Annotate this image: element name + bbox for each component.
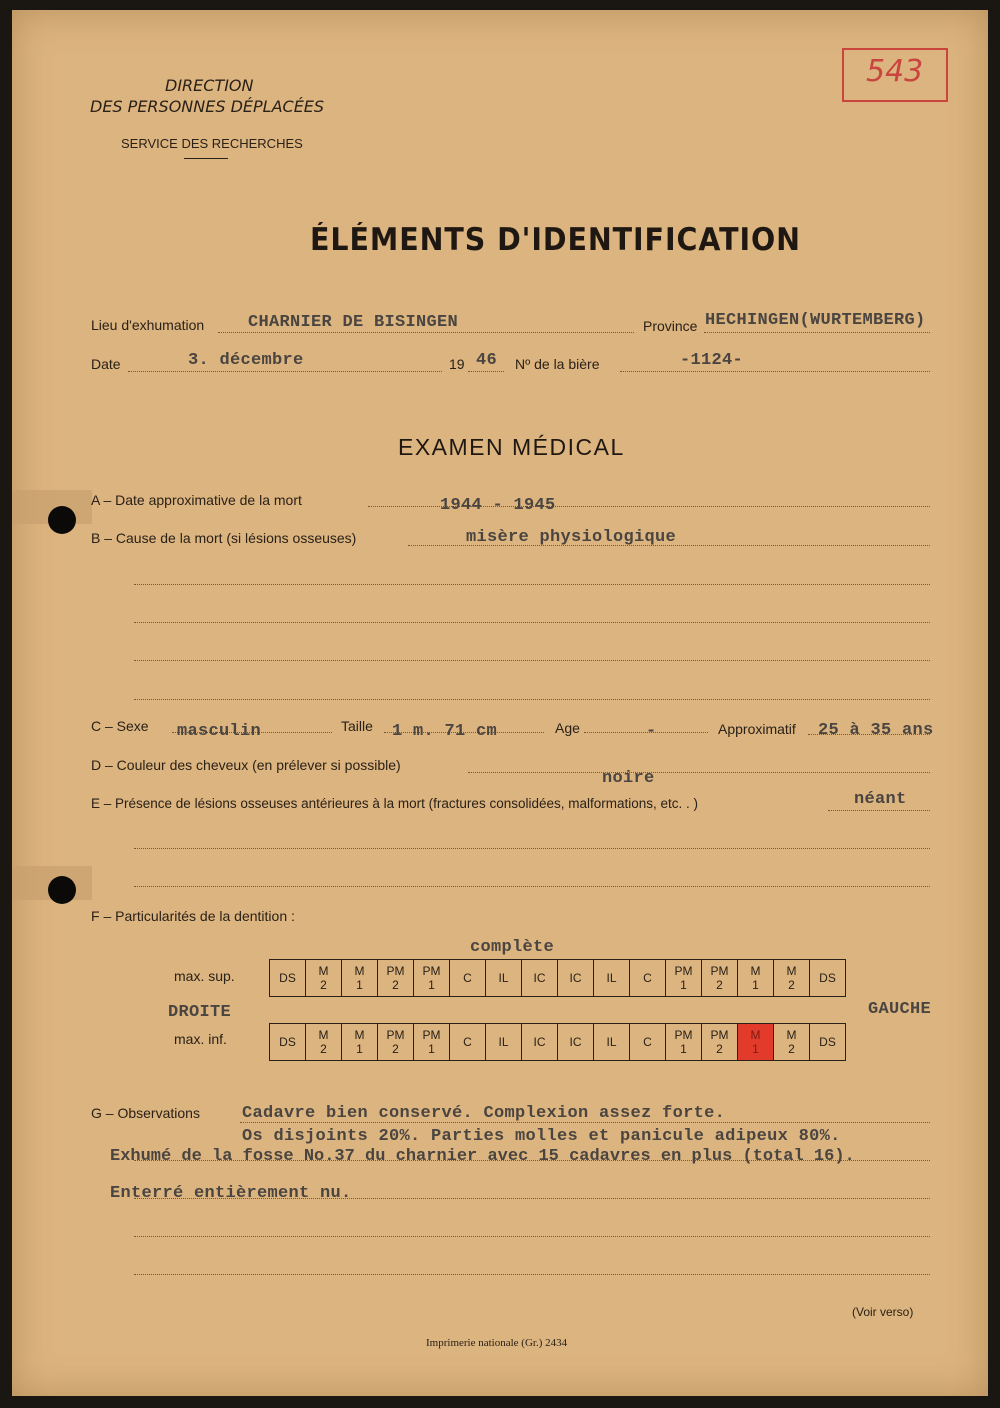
teeth-grid-lower [269,1023,846,1061]
stamp-number: 543 [866,54,924,89]
obs-dotted-line-4 [134,1236,930,1237]
tooth-number: 2 [392,1042,399,1056]
upper-tooth-cell [270,960,306,997]
upper-tooth-cell [558,960,594,997]
droite-label: DROITE [168,1003,232,1022]
tooth-code: DS [279,1035,296,1049]
upper-tooth-cell [810,960,846,997]
obs-line-2: Os disjoints 20%. Parties molles et panicule adipeux 80%. [242,1127,841,1146]
tooth-code: C [463,971,472,985]
lower-tooth-cell [414,1024,450,1061]
year-value: 46 [476,351,498,370]
lower-tooth-cell [342,1024,378,1061]
tooth-number: 1 [680,978,687,992]
header-department: DES PERSONNES DÉPLACÉES [90,97,325,116]
tooth-code: C [463,1035,472,1049]
item-b-label: B – Cause de la mort (si lésions osseuses) [91,530,357,546]
tooth-code: C [643,1035,652,1049]
lower-tooth-cell [810,1024,846,1061]
tooth-code: IC [569,971,582,985]
province-value: HECHINGEN(WURTEMBERG) [705,311,926,330]
tooth-code: IC [569,1035,582,1049]
tooth-code: IL [606,1035,617,1049]
approx-label: Approximatif [718,721,796,737]
upper-tooth-cell [486,960,522,997]
upper-tooth-cell [450,960,486,997]
year-prefix: 19 [449,356,465,372]
tooth-number: 1 [428,978,435,992]
section-title: EXAMEN MÉDICAL [398,434,625,460]
page-title: ÉLÉMENTS D'IDENTIFICATION [310,222,801,258]
lieu-dotted-line [218,332,634,333]
item-d-dotted-line [468,772,930,773]
lower-tooth-cell [522,1024,558,1061]
item-d-label: D – Couleur des cheveux (en prélever si possible) [91,757,401,773]
lower-tooth-cell [270,1024,306,1061]
item-f-value: complète [470,938,555,957]
upper-tooth-cell [522,960,558,997]
upper-tooth-cell [774,960,810,997]
biere-dotted-line [620,371,930,372]
max-inf-label: max. inf. [174,1031,227,1047]
province-label: Province [643,318,698,334]
punch-hole-bottom [48,876,76,904]
approx-value: 25 à 35 ans [818,721,934,740]
item-a-label: A – Date approximative de la mort [91,492,302,508]
lower-tooth-cell [630,1024,666,1061]
lower-tooth-cell [774,1024,810,1061]
tooth-number: 2 [716,978,723,992]
gauche-label: GAUCHE [868,1000,932,1019]
tooth-number: 2 [788,1042,795,1056]
item-b-value: misère physiologique [466,528,677,547]
tooth-code: M [354,964,365,978]
lower-tooth-cell [306,1024,342,1061]
upper-tooth-cell [594,960,630,997]
lieu-label: Lieu d'exhumation [91,317,205,333]
item-f-label: F – Particularités de la dentition : [91,908,295,924]
punch-hole-top [48,506,76,534]
date-value: 3. décembre [188,351,304,370]
tooth-code: M [318,1028,329,1042]
lower-tooth-cell [378,1024,414,1061]
tooth-code: IL [606,971,617,985]
tooth-code: M [786,964,797,978]
header-service: SERVICE DES RECHERCHES [121,136,303,151]
tooth-number: 1 [752,1042,759,1056]
lower-tooth-cell [666,1024,702,1061]
upper-tooth-cell [702,960,738,997]
obs-line-4: Enterré entièrement nu. [110,1184,352,1203]
tooth-code: IC [533,1035,546,1049]
tooth-number: 2 [788,978,795,992]
date-label: Date [91,356,121,372]
tooth-code: PM [386,964,405,978]
tooth-code: PM [710,1028,729,1042]
blank-line-2 [134,622,930,623]
upper-tooth-cell [378,960,414,997]
max-sup-label: max. sup. [174,968,235,984]
upper-tooth-cell [738,960,774,997]
header-rule [184,158,228,159]
item-a-value: 1944 - 1945 [440,496,556,515]
blank-line-6 [134,886,930,887]
upper-tooth-cell [630,960,666,997]
tooth-code: C [643,971,652,985]
item-g-label: G – Observations [91,1105,200,1121]
tooth-number: 1 [752,978,759,992]
tooth-code: PM [674,964,693,978]
age-label: Age [555,720,580,736]
item-c-label: C – Sexe [91,718,149,734]
tooth-code: M [318,964,329,978]
province-dotted-line [704,332,930,333]
lower-tooth-cell [702,1024,738,1061]
tooth-code: M [354,1028,365,1042]
tooth-number: 2 [716,1042,723,1056]
blank-line-3 [134,660,930,661]
tooth-code: PM [674,1028,693,1042]
tooth-code: DS [279,971,296,985]
item-d-value: noire [602,769,655,788]
tooth-number: 2 [320,1042,327,1056]
upper-tooth-cell [666,960,702,997]
blank-line-4 [134,699,930,700]
tooth-code: IL [498,971,509,985]
lieu-value: CHARNIER DE BISINGEN [248,313,459,332]
taille-value: 1 m. 71 cm [392,722,498,741]
blank-line-5 [134,848,930,849]
upper-tooth-cell [414,960,450,997]
tooth-code: PM [386,1028,405,1042]
lower-tooth-cell [558,1024,594,1061]
upper-tooth-cell [306,960,342,997]
biere-label: Nº de la bière [515,356,600,372]
tooth-code: PM [422,964,441,978]
biere-value: -1124- [680,351,744,370]
tooth-code: M [786,1028,797,1042]
blank-line-1 [134,584,930,585]
upper-tooth-cell [342,960,378,997]
item-e-label: E – Présence de lésions osseuses antérieures à la mort (fractures consolidées, malformations, etc. . ) [91,796,699,811]
tooth-code: PM [422,1028,441,1042]
tooth-number: 2 [320,978,327,992]
tooth-number: 2 [392,978,399,992]
tooth-number: 1 [356,1042,363,1056]
obs-line-1: Cadavre bien conservé. Complexion assez forte. [242,1104,726,1123]
tooth-code: M [750,964,761,978]
voir-verso-note: (Voir verso) [852,1305,914,1319]
sexe-value: masculin [177,722,262,741]
tooth-code: IC [533,971,546,985]
tooth-code: PM [710,964,729,978]
date-dotted-line [128,371,442,372]
obs-dotted-line-5 [134,1274,930,1275]
item-e-dotted-line [828,810,930,811]
tooth-code: DS [819,971,836,985]
header-direction: DIRECTION [165,76,254,95]
file-number-stamp [842,48,948,102]
tooth-code: IL [498,1035,509,1049]
taille-label: Taille [341,718,373,734]
tooth-number: 1 [680,1042,687,1056]
tooth-number: 1 [428,1042,435,1056]
teeth-grid-upper [269,959,846,997]
age-value: - [646,722,657,741]
tooth-code: DS [819,1035,836,1049]
lower-tooth-cell [594,1024,630,1061]
lower-tooth-cell-marked [738,1024,774,1061]
year-dotted-line [468,371,504,372]
lower-tooth-cell [486,1024,522,1061]
obs-line-3: Exhumé de la fosse No.37 du charnier avec 15 cadavres en plus (total 16). [110,1147,855,1166]
tooth-code: M [750,1028,761,1042]
form-sheet [12,10,988,1396]
printer-imprint: Imprimerie nationale (Gr.) 2434 [426,1337,568,1349]
lower-tooth-cell [450,1024,486,1061]
item-e-value: néant [854,790,907,809]
tooth-number: 1 [356,978,363,992]
